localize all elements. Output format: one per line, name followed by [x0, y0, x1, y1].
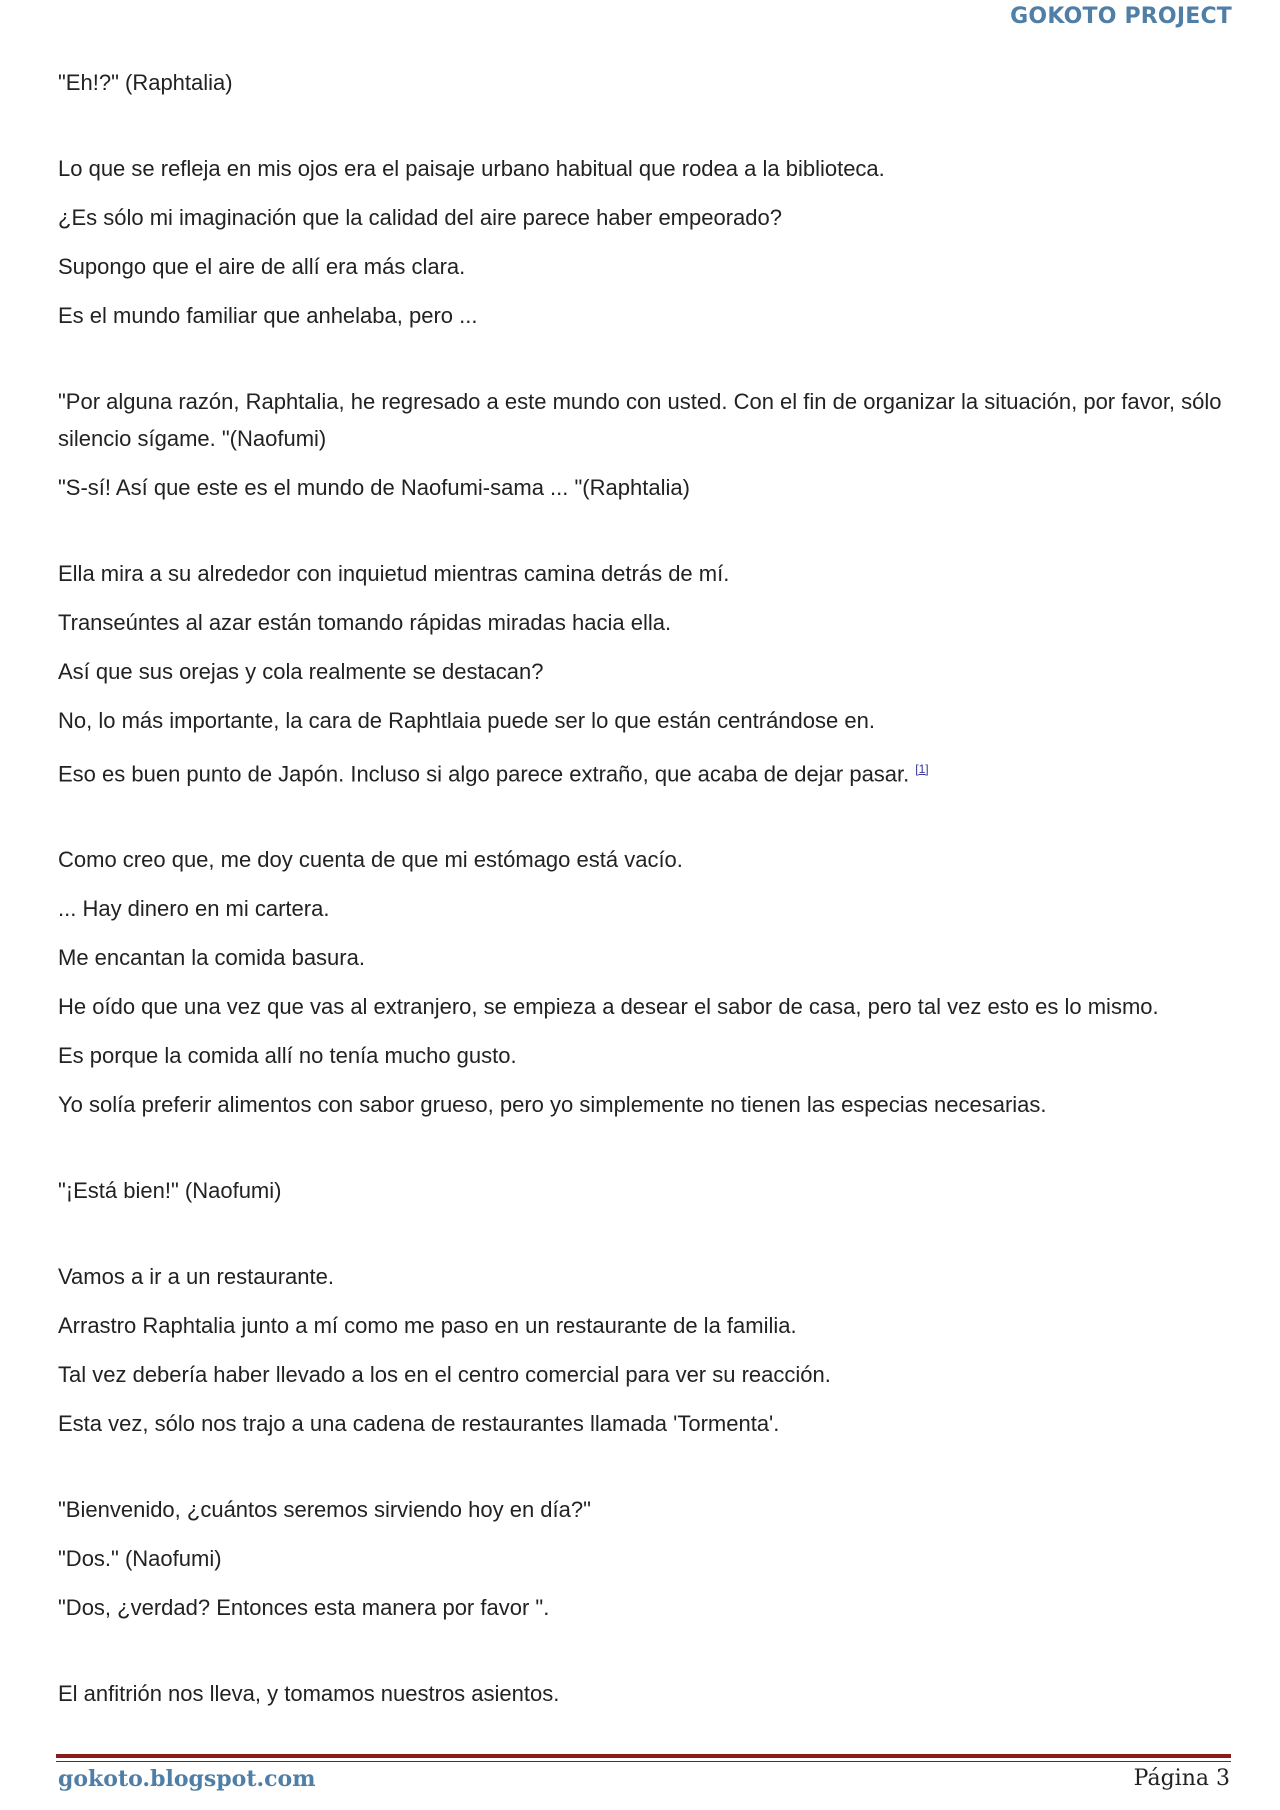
paragraph-text: Esta vez, sólo nos trajo a una cadena de restaurantes llamada 'Tormenta'.: [58, 1411, 780, 1437]
paragraph-spacer: [58, 1638, 1228, 1675]
paragraph-text: Arrastro Raphtalia junto a mí como me paso en un restaurante de la familia.: [58, 1313, 797, 1339]
paragraph: [58, 199, 1228, 236]
paragraph-spacer: [58, 113, 1228, 150]
paragraph-text: Como creo que, me doy cuenta de que mi estómago está vacío.: [58, 847, 683, 873]
paragraph: [58, 604, 1228, 641]
paragraph-text: Tal vez debería haber llevado a los en el centro comercial para ver su reacción.: [58, 1362, 831, 1388]
paragraph: [58, 1258, 1228, 1295]
paragraph: [58, 1172, 1228, 1209]
paragraph: [58, 555, 1228, 592]
paragraph: [58, 1491, 1228, 1528]
paragraph-text: "Dos." (Naofumi): [58, 1546, 222, 1572]
paragraph-text: Transeúntes al azar están tomando rápidas miradas hacia ella.: [58, 610, 672, 635]
paragraph: [58, 1589, 1228, 1626]
paragraph: [58, 248, 1228, 285]
paragraph-spacer: [58, 1454, 1228, 1491]
header-title: GOKOTO PROJECT: [1010, 4, 1232, 29]
paragraph-text: Es porque la comida allí no tenía mucho gusto.: [58, 1043, 517, 1069]
paragraph-text: Es el mundo familiar que anhelaba, pero ...: [58, 303, 478, 328]
paragraph-spacer: [58, 804, 1228, 841]
paragraph-text: "Bienvenido, ¿cuántos seremos sirviendo hoy en día?": [58, 1497, 591, 1523]
paragraph: [58, 1356, 1228, 1393]
paragraph: [58, 1307, 1228, 1344]
paragraph-spacer: [58, 1135, 1228, 1172]
paragraph: [58, 64, 1228, 101]
paragraph-text: "¡Está bien!" (Naofumi): [58, 1178, 282, 1204]
paragraph: [58, 1405, 1228, 1442]
paragraph-text: No, lo más importante, la cara de Raphtlaia puede ser lo que están centrándose en.: [58, 708, 875, 733]
paragraph: [58, 702, 1228, 739]
paragraph: [58, 1037, 1228, 1074]
paragraph-spacer: [58, 1221, 1228, 1258]
document-body: [58, 64, 1228, 1724]
footer-rule: [56, 1754, 1231, 1758]
paragraph-text: El anfitrión nos lleva, y tomamos nuestros asientos.: [58, 1681, 560, 1707]
paragraph: [58, 988, 1228, 1025]
paragraph-text: Así que sus orejas y cola realmente se destacan?: [58, 659, 544, 684]
paragraph: [58, 383, 1228, 457]
paragraph: [58, 653, 1228, 690]
paragraph: [58, 751, 1228, 792]
paragraph: [58, 1086, 1228, 1123]
paragraph-text: Me encantan la comida basura.: [58, 945, 365, 971]
paragraph: [58, 150, 1228, 187]
paragraph-text: He oído que una vez que vas al extranjero, se empieza a desear el sabor de casa, pero tal vez esto es lo mismo.: [58, 994, 1159, 1020]
paragraph-text: "Dos, ¿verdad? Entonces esta manera por favor ".: [58, 1595, 550, 1621]
paragraph-text: ... Hay dinero en mi cartera.: [58, 896, 330, 922]
paragraph: [58, 469, 1228, 506]
paragraph: [58, 1675, 1228, 1712]
paragraph-text: Yo solía preferir alimentos con sabor grueso, pero yo simplemente no tienen las especias necesarias.: [58, 1092, 1047, 1118]
footer-rule-thin: [56, 1761, 1231, 1762]
paragraph-spacer: [58, 518, 1228, 555]
paragraph-text: "S-sí! Así que este es el mundo de Naofumi-sama ... "(Raphtalia): [58, 475, 690, 500]
paragraph: [58, 890, 1228, 927]
footer-page-number: Página 3: [1133, 1766, 1230, 1791]
paragraph-text: Supongo que el aire de allí era más clara.: [58, 254, 466, 279]
paragraph-text: Eso es buen punto de Japón. Incluso si algo parece extraño, que acaba de dejar pasar.: [58, 761, 910, 787]
footnote-link[interactable]: [1]: [915, 762, 929, 776]
paragraph-spacer: [58, 346, 1228, 383]
paragraph: [58, 841, 1228, 878]
paragraph-text: "Eh!?" (Raphtalia): [58, 70, 233, 95]
paragraph: [58, 939, 1228, 976]
footer-site-link[interactable]: gokoto.blogspot.com: [58, 1766, 316, 1792]
paragraph-text: Lo que se refleja en mis ojos era el paisaje urbano habitual que rodea a la biblioteca.: [58, 156, 885, 181]
paragraph-text: Vamos a ir a un restaurante.: [58, 1264, 334, 1290]
paragraph-text: ¿Es sólo mi imaginación que la calidad del aire parece haber empeorado?: [58, 205, 782, 230]
paragraph-text: "Por alguna razón, Raphtalia, he regresado a este mundo con usted. Con el fin de organizar la situación, por favor, sólo silencio sígame. "(Naofumi): [58, 389, 1222, 451]
paragraph: [58, 1540, 1228, 1577]
paragraph-text: Ella mira a su alrededor con inquietud mientras camina detrás de mí.: [58, 561, 730, 586]
paragraph: [58, 297, 1228, 334]
